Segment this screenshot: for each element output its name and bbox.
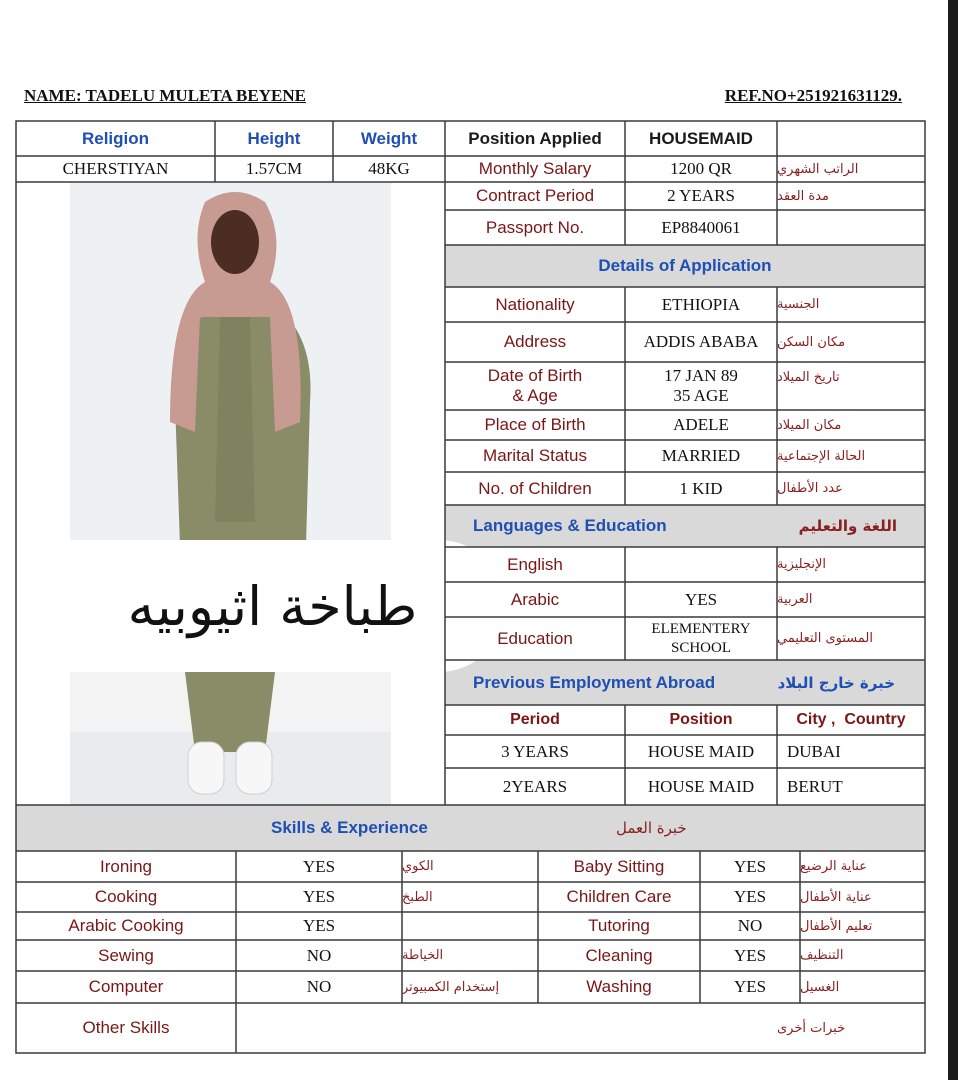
place-of-birth-arabic: مكان الميلاد (777, 417, 842, 433)
height-label: Height (247, 128, 301, 148)
languages-section-header (445, 505, 925, 547)
employment-row-1-position: HOUSE MAID (647, 741, 755, 761)
skills-section-header (16, 805, 925, 851)
skill-right-arabic: التنظيف (800, 948, 844, 963)
skill-right-label: Cleaning (585, 945, 653, 965)
marital-status-value: MARRIED (661, 446, 741, 465)
other-skills-arabic: خبرات أخرى (777, 1020, 846, 1036)
details-section-title: Details of Application (445, 245, 925, 287)
skill-left-arabic: الكوي (402, 859, 434, 874)
skill-right-value: YES (733, 945, 767, 965)
skill-left-arabic: الطبخ (402, 889, 433, 905)
weight-value: 48KG (368, 159, 410, 178)
employment-section-arabic: خبرة خارج البلاد (777, 673, 895, 692)
dob-label-line2: & Age (512, 386, 558, 405)
skill-right-value: YES (733, 977, 767, 996)
languages-section-arabic: اللغة والتعليم (798, 517, 897, 535)
address-arabic: مكان السكن (777, 334, 846, 350)
skill-left-label: Cooking (94, 887, 158, 906)
nationality-arabic: الجنسية (777, 297, 820, 312)
place-of-birth-value: ADELE (673, 415, 729, 434)
skill-right-label: Washing (586, 977, 652, 996)
skills-section-title: Skills & Experience (271, 818, 428, 837)
education-value-line1: ELEMENTERY (651, 620, 751, 637)
education-label: Education (497, 628, 573, 648)
agency-logo-partial (40, 0, 660, 10)
arabic-value: YES (684, 589, 718, 609)
contract-period-label: Contract Period (475, 186, 595, 205)
skill-left-label: Computer (88, 977, 164, 996)
nationality-value: ETHIOPIA (661, 294, 741, 314)
address-value: ADDIS ABABA (643, 332, 759, 351)
overlay-caption-text: طباخة اثيوبيه (127, 574, 418, 638)
skill-right-value: YES (733, 887, 767, 906)
religion-value: CHERSTIYAN (62, 159, 169, 178)
candidate-name: NAME: TADELU MULETA BEYENE (24, 86, 306, 105)
employment-col-city: City , Country (796, 711, 906, 728)
english-label: English (507, 554, 563, 574)
skill-left-value: YES (302, 856, 336, 876)
skill-right-arabic: عناية الرضيع (800, 859, 867, 874)
monthly-salary-label: Monthly Salary (478, 159, 592, 178)
marital-status-arabic: الحالة الإجتماعية (777, 448, 866, 464)
education-arabic: المستوى التعليمي (777, 631, 873, 646)
employment-section-header (445, 660, 925, 705)
right-edge-bar (948, 0, 958, 1080)
skill-right-value: YES (733, 856, 767, 876)
contract-period-value: 2 YEARS (667, 186, 735, 205)
skill-right-arabic: الغسيل (800, 979, 840, 995)
overlay-caption (40, 540, 505, 672)
employment-row-1-period: 3 YEARS (501, 741, 569, 761)
skill-right-label: Tutoring (588, 916, 650, 935)
english-value (625, 547, 777, 582)
candidate-photo-feet (70, 672, 391, 805)
dob-date: 17 JAN 89 (664, 366, 738, 385)
religion-label: Religion (81, 128, 150, 148)
children-arabic: عدد الأطفال (777, 481, 843, 496)
skill-right-arabic: تعليم الأطفال (800, 918, 873, 934)
skill-left-value: NO (306, 945, 332, 965)
dob-age: 35 AGE (673, 386, 729, 405)
weight-label: Weight (360, 128, 418, 148)
height-value: 1.57CM (245, 159, 303, 178)
other-skills-label: Other Skills (82, 1018, 170, 1037)
education-value (625, 617, 777, 660)
position-applied-value: HOUSEMAID (649, 128, 753, 148)
dob-value (625, 362, 777, 410)
employment-row-2-position: HOUSE MAID (647, 776, 755, 796)
skill-right-label: Baby Sitting (573, 856, 665, 876)
passport-label: Passport No. (485, 217, 585, 237)
skills-section-arabic: خبرة العمل (616, 819, 687, 837)
dob-arabic: تاريخ الميلاد (777, 369, 840, 385)
skill-right-value: NO (737, 916, 763, 935)
monthly-salary-arabic: الراتب الشهري (777, 161, 859, 177)
english-arabic: الإنجليزية (777, 557, 827, 572)
dob-label-line1: Date of Birth (487, 366, 583, 385)
employment-col-period: Period (510, 711, 560, 728)
skill-right-arabic: عناية الأطفال (800, 889, 872, 905)
employment-row-2-period: 2YEARS (502, 776, 568, 796)
skill-left-label: Sewing (98, 945, 154, 965)
passport-value: EP8840061 (661, 217, 741, 237)
skill-left-arabic: إستخدام الكمبيوتر (402, 979, 500, 995)
skill-left-label: Arabic Cooking (68, 916, 184, 935)
skill-left-arabic: الخياطة (402, 948, 444, 963)
employment-row-2-city: BERUT (787, 776, 843, 796)
employment-row-1-city: DUBAI (787, 741, 841, 761)
skill-left-value: NO (306, 977, 332, 996)
marital-status-label: Marital Status (483, 446, 587, 465)
employment-section-title: Previous Employment Abroad (473, 672, 716, 692)
monthly-salary-value: 1200 QR (670, 159, 732, 178)
address-label: Address (503, 332, 567, 351)
arabic-label: Arabic (510, 589, 560, 609)
employment-col-position: Position (669, 711, 733, 728)
contract-period-arabic: مدة العقد (777, 188, 829, 204)
skill-right-label: Children Care (566, 887, 672, 906)
candidate-photo (70, 182, 391, 546)
place-of-birth-label: Place of Birth (484, 415, 586, 434)
skill-left-arabic (402, 912, 538, 940)
skill-left-value: YES (302, 916, 336, 935)
children-label: No. of Children (478, 478, 592, 498)
dob-label (445, 362, 625, 410)
reference-number: REF.NO+251921631129. (724, 86, 902, 105)
education-value-line2: SCHOOL (670, 639, 731, 656)
nationality-label: Nationality (495, 294, 575, 314)
skill-left-label: Ironing (100, 856, 152, 876)
position-applied-label: Position Applied (468, 128, 602, 148)
languages-section-title: Languages & Education (473, 516, 667, 535)
skill-left-value: YES (302, 887, 336, 906)
arabic-arabic: العربية (777, 592, 813, 607)
children-value: 1 KID (679, 478, 723, 498)
